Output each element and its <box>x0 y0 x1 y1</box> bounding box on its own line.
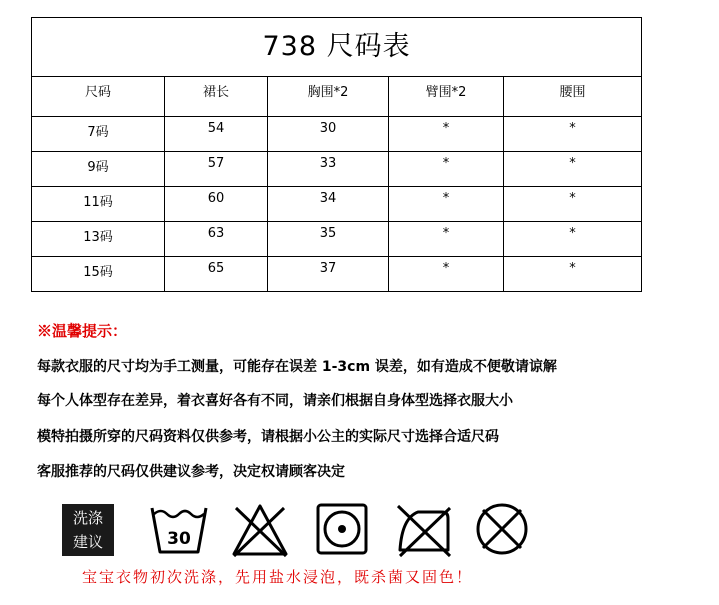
cell-waist: * <box>504 152 642 187</box>
tip-line: 每款衣服的尺寸均为手工测量，可能存在误差 1-3cm 误差，如有造成不便敬请谅解 <box>37 359 557 375</box>
table-row <box>32 187 642 222</box>
cell-length: 57 <box>165 152 268 187</box>
no-dry-clean-icon <box>473 500 531 558</box>
table-row <box>32 222 642 257</box>
care-badge-line: 建议 <box>72 533 103 551</box>
cell-bust: 30 <box>268 117 389 152</box>
tip-line: 客服推荐的尺码仅供建议参考，决定权请顾客决定 <box>37 464 345 480</box>
cell-length: 65 <box>165 257 268 292</box>
table-row <box>32 257 642 292</box>
cell-arm: * <box>389 117 504 152</box>
cell-bust: 33 <box>268 152 389 187</box>
cell-length: 63 <box>165 222 268 257</box>
cell-waist: * <box>504 187 642 222</box>
table-row <box>32 117 642 152</box>
cell-arm: * <box>389 257 504 292</box>
care-note: 宝宝衣物初次洗涤，先用盐水浸泡，既杀菌又固色！ <box>82 568 474 586</box>
no-tumble-dry-icon <box>313 500 371 558</box>
cell-waist: * <box>504 222 642 257</box>
header-size: 尺码 <box>32 77 165 117</box>
tip-line: 模特拍摄所穿的尺码资料仅供参考，请根据小公主的实际尺寸选择合适尺码 <box>37 429 499 445</box>
cell-arm: * <box>389 222 504 257</box>
cell-size: 9码 <box>32 152 165 187</box>
header-length: 裙长 <box>165 77 268 117</box>
cell-bust: 37 <box>268 257 389 292</box>
cell-waist: * <box>504 257 642 292</box>
cell-waist: * <box>504 117 642 152</box>
cell-arm: * <box>389 187 504 222</box>
cell-bust: 34 <box>268 187 389 222</box>
table-header-row <box>32 77 642 117</box>
cell-length: 60 <box>165 187 268 222</box>
header-waist: 腰围 <box>504 77 642 117</box>
header-bust: 胸围*2 <box>268 77 389 117</box>
cell-size: 11码 <box>32 187 165 222</box>
cell-size: 15码 <box>32 257 165 292</box>
tips-title: ※温馨提示： <box>37 322 128 340</box>
table-row <box>32 152 642 187</box>
cell-size: 13码 <box>32 222 165 257</box>
tip-line: 每个人体型存在差异，着衣喜好各有不同，请亲们根据自身体型选择衣服大小 <box>37 393 513 409</box>
cell-bust: 35 <box>268 222 389 257</box>
table-title: 738 尺码表 <box>32 18 642 77</box>
care-badge <box>62 504 114 556</box>
care-badge-line: 洗涤 <box>72 509 103 527</box>
header-arm: 臂围*2 <box>389 77 504 117</box>
size-chart-table <box>31 17 642 292</box>
no-iron-icon <box>392 500 454 558</box>
cell-length: 54 <box>165 117 268 152</box>
wash-30-icon <box>148 500 210 558</box>
cell-size: 7码 <box>32 117 165 152</box>
wash-temp-label: 30 <box>167 529 191 549</box>
no-bleach-icon <box>228 500 292 558</box>
cell-arm: * <box>389 152 504 187</box>
